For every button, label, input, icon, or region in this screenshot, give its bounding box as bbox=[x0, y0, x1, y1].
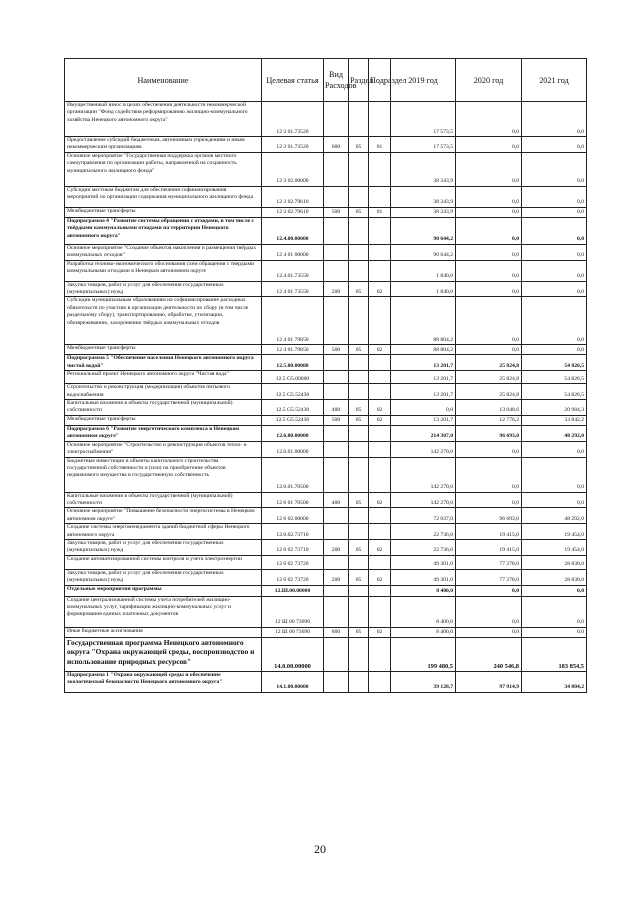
row-value-2021: 48 292,0 bbox=[522, 425, 587, 441]
row-name: Создание автоматизированной системы контроля и учета электроэнергии bbox=[65, 555, 262, 569]
table-row bbox=[65, 371, 587, 384]
row-section: 05 bbox=[349, 400, 369, 416]
row-section: 05 bbox=[349, 492, 369, 508]
row-value-2021: 0,0 bbox=[522, 345, 587, 355]
row-name: Региональный проект Ненецкого автономного округа "Чистая вода" bbox=[65, 371, 262, 384]
row-subsection bbox=[369, 102, 391, 137]
row-value-2021: 183 854,5 bbox=[522, 637, 587, 671]
row-subsection: 02 bbox=[369, 415, 391, 425]
table-row bbox=[65, 186, 587, 207]
row-target-article: 12 6 01 70500 bbox=[262, 492, 324, 508]
row-value-2021: 0,0 bbox=[522, 244, 587, 260]
table-header-row bbox=[65, 59, 587, 102]
row-value-2019: 1 840,0 bbox=[391, 260, 456, 281]
row-name: Основное мероприятие "Государственная поддержка органов местного самоуправления по организации работы, направленной на сохранность муниципального жилищного фонда" bbox=[65, 152, 262, 186]
row-name: Строительство и реконструкция (модернизация) объектов питьевого водоснабжения bbox=[65, 384, 262, 400]
row-subsection bbox=[369, 260, 391, 281]
row-name: Основное мероприятие "Повышение безопасности энергосистемы в Ненецком автономном округе" bbox=[65, 508, 262, 524]
row-target-article: 12.6.00.00000 bbox=[262, 425, 324, 441]
row-target-article: 12.5 G5.00000 bbox=[262, 371, 324, 384]
header-year-2019: 2019 год bbox=[391, 59, 456, 102]
table-row bbox=[65, 297, 587, 345]
row-expense-type bbox=[324, 524, 349, 540]
row-target-article: 12 4 01 00000 bbox=[262, 244, 324, 260]
row-section bbox=[349, 384, 369, 400]
row-value-2019: 0,0 bbox=[391, 400, 456, 416]
row-expense-type: 800 bbox=[324, 627, 349, 637]
row-value-2019: 17 573,5 bbox=[391, 102, 456, 137]
row-expense-type bbox=[324, 152, 349, 186]
row-value-2020: 0,0 bbox=[456, 492, 522, 508]
row-expense-type bbox=[324, 355, 349, 371]
row-section: 05 bbox=[349, 137, 369, 153]
row-value-2020: 0,0 bbox=[456, 152, 522, 186]
row-target-article: 12.6.01.70500 bbox=[262, 457, 324, 492]
table-row bbox=[65, 585, 587, 596]
row-target-article: 12 3 01.73520 bbox=[262, 137, 324, 153]
row-subsection bbox=[369, 555, 391, 569]
row-target-article: 12 3 02.79610 bbox=[262, 207, 324, 217]
row-name: Подпрограмма 4 "Развитие системы обращения с отходами, в том числе с твёрдыми коммунальными отходами на территории Ненецкого автономного округа" bbox=[65, 217, 262, 244]
row-expense-type bbox=[324, 371, 349, 384]
budget-table-sheet bbox=[64, 58, 586, 693]
header-year-2020: 2020 год bbox=[456, 59, 522, 102]
row-value-2020: 0,0 bbox=[456, 297, 522, 345]
row-subsection bbox=[369, 186, 391, 207]
row-value-2019: 49 301,0 bbox=[391, 569, 456, 585]
row-value-2020: 0,0 bbox=[456, 457, 522, 492]
row-value-2019: 13 201,7 bbox=[391, 415, 456, 425]
row-subsection: 01 bbox=[369, 207, 391, 217]
row-value-2021: 0,0 bbox=[522, 152, 587, 186]
row-name: Создание централизованной системы учета потребителей жилищно-коммунальных услуг, тарификации жилищно-коммунальных услуг и формирования единых платежных документов bbox=[65, 596, 262, 627]
row-expense-type: 600 bbox=[324, 137, 349, 153]
row-name: Основное мероприятие "Создание объектов накопления и размещения твёрдых коммунальных отходов" bbox=[65, 244, 262, 260]
header-expense-type: Вид Расходов bbox=[324, 59, 349, 102]
row-value-2021: 54 826,5 bbox=[522, 371, 587, 384]
row-value-2019: 90 644,2 bbox=[391, 244, 456, 260]
header-subsection: Подраздел bbox=[369, 59, 391, 102]
table-row bbox=[65, 555, 587, 569]
row-section bbox=[349, 371, 369, 384]
row-value-2019: 38 343,9 bbox=[391, 207, 456, 217]
row-expense-type: 200 bbox=[324, 569, 349, 585]
table-row bbox=[65, 508, 587, 524]
row-name: Иные бюджетные ассигнования bbox=[65, 627, 262, 637]
row-expense-type bbox=[324, 217, 349, 244]
table-row bbox=[65, 492, 587, 508]
row-target-article: 12.5 G5.52430 bbox=[262, 384, 324, 400]
row-value-2021: 48 292,0 bbox=[522, 508, 587, 524]
row-value-2021: 0,0 bbox=[522, 585, 587, 596]
row-expense-type: 500 bbox=[324, 415, 349, 425]
row-value-2020: 0,0 bbox=[456, 217, 522, 244]
row-target-article: 14.1.00.00000 bbox=[262, 671, 324, 692]
row-section bbox=[349, 555, 369, 569]
row-name: Государственная программа Ненецкого автономного округа "Охрана окружающей среды, воспроизводство и использование природных ресурсов" bbox=[65, 637, 262, 671]
row-subsection: 01 bbox=[369, 137, 391, 153]
header-section: Раздел bbox=[349, 59, 369, 102]
row-name: Межбюджетные трансферты bbox=[65, 207, 262, 217]
table-row bbox=[65, 281, 587, 297]
table-row bbox=[65, 671, 587, 692]
row-subsection bbox=[369, 596, 391, 627]
row-expense-type: 400 bbox=[324, 492, 349, 508]
row-value-2021: 28 838,0 bbox=[522, 555, 587, 569]
row-target-article: 12 Ш 00 73690 bbox=[262, 596, 324, 627]
row-expense-type bbox=[324, 555, 349, 569]
row-expense-type: 500 bbox=[324, 207, 349, 217]
row-section bbox=[349, 508, 369, 524]
row-target-article: 12.5 G5.52430 bbox=[262, 400, 324, 416]
row-target-article: 12.5 G5.52430 bbox=[262, 415, 324, 425]
row-value-2019: 39 128,7 bbox=[391, 671, 456, 692]
row-value-2021: 0,0 bbox=[522, 441, 587, 457]
row-subsection: 02 bbox=[369, 345, 391, 355]
row-expense-type bbox=[324, 457, 349, 492]
row-expense-type: 400 bbox=[324, 400, 349, 416]
row-value-2019: 13 201,7 bbox=[391, 371, 456, 384]
row-value-2019: 142 270,0 bbox=[391, 441, 456, 457]
row-value-2019: 1 840,0 bbox=[391, 281, 456, 297]
row-target-article: 12 4 01 73550 bbox=[262, 281, 324, 297]
row-name: Межбюджетные трансферты bbox=[65, 345, 262, 355]
row-value-2020: 97 914,9 bbox=[456, 671, 522, 692]
table-body bbox=[65, 102, 587, 693]
header-name: Наименование bbox=[65, 59, 262, 102]
table-row bbox=[65, 217, 587, 244]
row-value-2020: 96 693,0 bbox=[456, 425, 522, 441]
row-value-2020: 96 693,0 bbox=[456, 508, 522, 524]
row-value-2020: 25 824,8 bbox=[456, 355, 522, 371]
row-target-article: 12 6 02 73710 bbox=[262, 539, 324, 555]
row-section bbox=[349, 441, 369, 457]
row-value-2019: 22 736,0 bbox=[391, 539, 456, 555]
row-target-article: 12 3 01.73520 bbox=[262, 102, 324, 137]
row-subsection: 02 bbox=[369, 492, 391, 508]
row-value-2019: 142 270,0 bbox=[391, 492, 456, 508]
table-row bbox=[65, 244, 587, 260]
header-year-2021: 2021 год bbox=[522, 59, 587, 102]
row-value-2020: 77 278,0 bbox=[456, 569, 522, 585]
table-row bbox=[65, 260, 587, 281]
row-target-article: 12.4.00.00000 bbox=[262, 217, 324, 244]
table-row bbox=[65, 355, 587, 371]
row-expense-type: 200 bbox=[324, 281, 349, 297]
row-value-2020: 0,0 bbox=[456, 596, 522, 627]
row-value-2020: 0,0 bbox=[456, 207, 522, 217]
row-value-2019: 72 037,0 bbox=[391, 508, 456, 524]
row-value-2021: 0,0 bbox=[522, 260, 587, 281]
row-section bbox=[349, 671, 369, 692]
row-value-2020: 12 776,2 bbox=[456, 415, 522, 425]
row-value-2021: 0,0 bbox=[522, 596, 587, 627]
row-name: Закупка товаров, работ и услуг для обеспечения государственных (муниципальных) нужд bbox=[65, 569, 262, 585]
row-section bbox=[349, 637, 369, 671]
row-value-2020: 0,0 bbox=[456, 345, 522, 355]
row-expense-type bbox=[324, 596, 349, 627]
row-value-2020: 0,0 bbox=[456, 585, 522, 596]
row-name: Имущественный взнос в целях обеспечения деятельности некоммерческой организации "Фонд содействия реформированию жилищно-коммунального хозяйства Ненецкого автономного округа" bbox=[65, 102, 262, 137]
row-value-2020: 0,0 bbox=[456, 627, 522, 637]
row-value-2021: 19 454,0 bbox=[522, 524, 587, 540]
row-section bbox=[349, 596, 369, 627]
row-value-2020: 0,0 bbox=[456, 186, 522, 207]
row-subsection: 02 bbox=[369, 569, 391, 585]
row-value-2019: 88 804,2 bbox=[391, 345, 456, 355]
row-name: Основное мероприятие "Строительство и реконструкция объектов тепло- и электроснабжения" bbox=[65, 441, 262, 457]
row-name: Подпрограмма 6 "Развитие энергетического комплекса в Ненецком автономном округе" bbox=[65, 425, 262, 441]
row-subsection bbox=[369, 244, 391, 260]
row-name: Субсидии муниципальным образованиям на софинансирование расходных обязательств по участию в организации деятельности по сбору (в том числе раздельному сбору), транспортированию, обработке, утилизации, обезвреживанию, захоронению твёрдых коммунальных отходов bbox=[65, 297, 262, 345]
row-expense-type bbox=[324, 244, 349, 260]
table-row bbox=[65, 207, 587, 217]
row-value-2020: 0,0 bbox=[456, 281, 522, 297]
row-name: Разработка технико-экономического обоснования схем обращения с твердыми коммунальными отходами в Ненецком автономном округе bbox=[65, 260, 262, 281]
row-value-2021: 0,0 bbox=[522, 207, 587, 217]
row-expense-type bbox=[324, 186, 349, 207]
table-row bbox=[65, 569, 587, 585]
row-subsection bbox=[369, 217, 391, 244]
table-row bbox=[65, 524, 587, 540]
row-value-2020: 77 278,0 bbox=[456, 555, 522, 569]
row-value-2021: 0,0 bbox=[522, 627, 587, 637]
row-expense-type: 200 bbox=[324, 539, 349, 555]
row-expense-type bbox=[324, 102, 349, 137]
row-value-2019: 22 736,0 bbox=[391, 524, 456, 540]
table-row bbox=[65, 345, 587, 355]
row-section bbox=[349, 585, 369, 596]
row-value-2019: 88 804,2 bbox=[391, 297, 456, 345]
row-value-2021: 0,0 bbox=[522, 217, 587, 244]
row-value-2019: 13 201,7 bbox=[391, 384, 456, 400]
row-value-2020: 240 546,8 bbox=[456, 637, 522, 671]
row-name: Субсидии местным бюджетам для обеспечения софинансирования мероприятий по организации содержания муниципального жилищного фонда bbox=[65, 186, 262, 207]
row-value-2020: 25 824,8 bbox=[456, 384, 522, 400]
row-section bbox=[349, 524, 369, 540]
row-value-2019: 8 400,0 bbox=[391, 596, 456, 627]
header-target-article: Целевая статья bbox=[262, 59, 324, 102]
row-value-2021: 0,0 bbox=[522, 492, 587, 508]
row-section bbox=[349, 355, 369, 371]
row-subsection bbox=[369, 152, 391, 186]
row-subsection bbox=[369, 297, 391, 345]
row-section bbox=[349, 152, 369, 186]
row-section bbox=[349, 425, 369, 441]
row-section bbox=[349, 260, 369, 281]
row-subsection bbox=[369, 671, 391, 692]
row-value-2021: 34 804,2 bbox=[522, 671, 587, 692]
table-row bbox=[65, 596, 587, 627]
row-expense-type bbox=[324, 425, 349, 441]
row-section: 05 bbox=[349, 627, 369, 637]
row-name: Межбюджетные трансферты bbox=[65, 415, 262, 425]
row-value-2021: 0,0 bbox=[522, 457, 587, 492]
row-name: Закупка товаров, работ и услуг для обеспечения государственных (муниципальных) нужд bbox=[65, 281, 262, 297]
row-name: Предоставление субсидий бюджетным, автономным учреждениям и иным некоммерческим организациям bbox=[65, 137, 262, 153]
row-subsection bbox=[369, 441, 391, 457]
table-row bbox=[65, 152, 587, 186]
row-value-2019: 38 343,9 bbox=[391, 186, 456, 207]
row-expense-type: 500 bbox=[324, 345, 349, 355]
row-value-2019: 8 400,0 bbox=[391, 627, 456, 637]
row-name: Закупка товаров, работ и услуг для обеспечения государственных (муниципальных) нужд bbox=[65, 539, 262, 555]
row-target-article: 12 4 01.79850 bbox=[262, 345, 324, 355]
row-target-article: 12 3 02.79610 bbox=[262, 186, 324, 207]
row-target-article: 12 3 02.00000 bbox=[262, 152, 324, 186]
row-value-2021: 54 826,5 bbox=[522, 384, 587, 400]
table-row bbox=[65, 457, 587, 492]
row-section: 05 bbox=[349, 345, 369, 355]
row-subsection bbox=[369, 384, 391, 400]
row-section bbox=[349, 297, 369, 345]
table-row bbox=[65, 137, 587, 153]
row-value-2021: 28 838,0 bbox=[522, 569, 587, 585]
row-expense-type bbox=[324, 441, 349, 457]
row-expense-type bbox=[324, 671, 349, 692]
row-value-2021: 0,0 bbox=[522, 102, 587, 137]
row-value-2019: 17 573,5 bbox=[391, 137, 456, 153]
row-subsection bbox=[369, 457, 391, 492]
row-value-2021: 33 842,2 bbox=[522, 415, 587, 425]
row-target-article: 12.Ш.00.00000 bbox=[262, 585, 324, 596]
row-target-article: 12.6.02.73710 bbox=[262, 524, 324, 540]
row-expense-type bbox=[324, 384, 349, 400]
row-section: 05 bbox=[349, 281, 369, 297]
row-name: Капитальные вложения в объекты государственной (муниципальной) собственности bbox=[65, 492, 262, 508]
row-value-2019: 90 644,2 bbox=[391, 217, 456, 244]
row-value-2019: 13 201,7 bbox=[391, 355, 456, 371]
row-value-2020: 0,0 bbox=[456, 102, 522, 137]
row-value-2021: 0,0 bbox=[522, 186, 587, 207]
row-value-2020: 0,0 bbox=[456, 137, 522, 153]
row-section bbox=[349, 457, 369, 492]
row-expense-type bbox=[324, 508, 349, 524]
row-target-article: 14.0.00.00000 bbox=[262, 637, 324, 671]
row-expense-type bbox=[324, 637, 349, 671]
row-target-article: 12.4.01.73550 bbox=[262, 260, 324, 281]
row-value-2020: 25 824,8 bbox=[456, 371, 522, 384]
row-value-2020: 19 415,0 bbox=[456, 539, 522, 555]
row-value-2020: 0,0 bbox=[456, 260, 522, 281]
row-target-article: 12 Ш 00 73690 bbox=[262, 627, 324, 637]
row-section: 05 bbox=[349, 569, 369, 585]
row-expense-type bbox=[324, 297, 349, 345]
row-value-2019: 214 307,0 bbox=[391, 425, 456, 441]
row-value-2019: 8 400,0 bbox=[391, 585, 456, 596]
row-value-2021: 0,0 bbox=[522, 281, 587, 297]
row-target-article: 12 6 02 73720 bbox=[262, 555, 324, 569]
row-subsection bbox=[369, 355, 391, 371]
row-target-article: 12.5.00.00000 bbox=[262, 355, 324, 371]
table-row bbox=[65, 441, 587, 457]
row-value-2019: 142 270,0 bbox=[391, 457, 456, 492]
budget-table bbox=[64, 58, 587, 693]
row-name: Подпрограмма 5 "Обеспечение населения Ненецкого автономного округа чистой водой" bbox=[65, 355, 262, 371]
row-value-2020: 0,0 bbox=[456, 244, 522, 260]
row-subsection bbox=[369, 508, 391, 524]
row-target-article: 12.6.01.00000 bbox=[262, 441, 324, 457]
row-value-2019: 49 301,0 bbox=[391, 555, 456, 569]
row-subsection bbox=[369, 371, 391, 384]
row-name: Отдельные мероприятия программы bbox=[65, 585, 262, 596]
row-value-2020: 13 048,6 bbox=[456, 400, 522, 416]
row-name: Создание системы энергоменеджмента зданий бюджетной сферы Ненецкого автономного округа bbox=[65, 524, 262, 540]
row-section: 05 bbox=[349, 539, 369, 555]
row-value-2021: 0,0 bbox=[522, 137, 587, 153]
table-row bbox=[65, 400, 587, 416]
row-subsection: 02 bbox=[369, 539, 391, 555]
row-section bbox=[349, 102, 369, 137]
table-row bbox=[65, 384, 587, 400]
page-number: 20 bbox=[314, 842, 326, 856]
row-subsection bbox=[369, 585, 391, 596]
row-subsection bbox=[369, 425, 391, 441]
row-section: 05 bbox=[349, 415, 369, 425]
row-value-2021: 19 454,0 bbox=[522, 539, 587, 555]
row-expense-type bbox=[324, 260, 349, 281]
row-section: 05 bbox=[349, 207, 369, 217]
table-row bbox=[65, 539, 587, 555]
row-value-2020: 19 415,0 bbox=[456, 524, 522, 540]
row-value-2020: 0,0 bbox=[456, 441, 522, 457]
table-row bbox=[65, 415, 587, 425]
row-value-2021: 0,0 bbox=[522, 297, 587, 345]
row-value-2019: 199 480,5 bbox=[391, 637, 456, 671]
row-value-2021: 54 826,5 bbox=[522, 355, 587, 371]
table-row bbox=[65, 102, 587, 137]
row-value-2021: 20 984,3 bbox=[522, 400, 587, 416]
row-subsection: 02 bbox=[369, 400, 391, 416]
row-name: Подпрограмма 1 "Охрана окружающей среды и обеспечение экологической безопасности Ненецкого автономного округа" bbox=[65, 671, 262, 692]
row-section bbox=[349, 244, 369, 260]
row-section bbox=[349, 186, 369, 207]
row-target-article: 12 6 02.00000 bbox=[262, 508, 324, 524]
row-subsection: 02 bbox=[369, 627, 391, 637]
row-target-article: 12 4 01 79850 bbox=[262, 297, 324, 345]
row-section bbox=[349, 217, 369, 244]
row-subsection: 02 bbox=[369, 281, 391, 297]
row-expense-type bbox=[324, 585, 349, 596]
table-row bbox=[65, 425, 587, 441]
row-subsection bbox=[369, 524, 391, 540]
row-value-2019: 38 343,9 bbox=[391, 152, 456, 186]
row-name: Капитальные вложения в объекты государственной (муниципальной) собственности bbox=[65, 400, 262, 416]
row-target-article: 12 6 02 73720 bbox=[262, 569, 324, 585]
row-subsection bbox=[369, 637, 391, 671]
table-row bbox=[65, 637, 587, 671]
row-name: Бюджетные инвестиции в объекты капитального строительства государственной собственности и (или) на приобретение объектов недвижимого имущества в государственную собственность bbox=[65, 457, 262, 492]
table-row bbox=[65, 627, 587, 637]
